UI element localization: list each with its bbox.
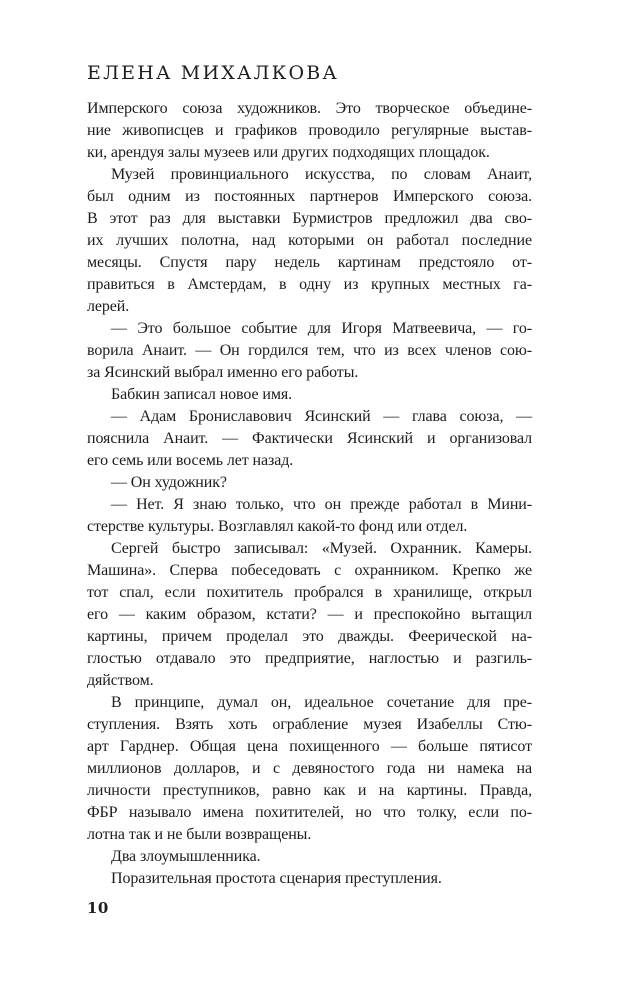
page-number: 10 bbox=[87, 899, 109, 917]
text-line: Два злоумышленника. bbox=[111, 848, 261, 865]
text-line: личности преступников, равно как и на картины. Правда, bbox=[87, 782, 532, 799]
text-line: Машина». Сперва побеседовать с охранником. Крепко же bbox=[87, 562, 532, 579]
text-line: их лучших полотна, над которыми он работал последние bbox=[87, 232, 532, 249]
text-line: — Нет. Я знаю только, что он прежде работал в Мини- bbox=[111, 496, 532, 513]
text-line: его семь или восемь лет назад. bbox=[87, 452, 294, 469]
text-line: миллионов долларов, и с девяностого года ни намека на bbox=[87, 760, 532, 777]
text-line: лерей. bbox=[87, 298, 130, 315]
text-line: — Это большое событие для Игоря Матвеевича, — го- bbox=[111, 320, 532, 337]
text-line: ворила Анаит. — Он гордился тем, что из всех членов сою- bbox=[87, 342, 532, 359]
text-line: лотна так и не были возвращены. bbox=[87, 826, 312, 843]
text-line: Сергей быстро записывал: «Музей. Охранник. Камеры. bbox=[111, 540, 532, 557]
text-line: Имперского союза художников. Это творческое объедине- bbox=[87, 100, 532, 117]
text-line: ФБР называло имена похитителей, но что толку, если по- bbox=[87, 804, 532, 821]
text-line: месяцы. Спустя пару недель картинам предстояло от- bbox=[87, 254, 532, 271]
text-line: тот спал, если похититель пробрался в хранилище, открыл bbox=[87, 584, 532, 601]
text-line: правиться в Амстердам, в одну из крупных местных га- bbox=[87, 276, 532, 293]
body-text bbox=[87, 98, 532, 890]
text-line: стерстве культуры. Возглавлял какой-то фонд или отдел. bbox=[87, 518, 468, 535]
text-line: его — каким образом, кстати? — и преспокойно вытащил bbox=[87, 606, 532, 623]
text-line: ки, арендуя залы музеев или других подходящих площадок. bbox=[87, 144, 490, 161]
text-line: Музей провинциального искусства, по словам Анаит, bbox=[111, 166, 532, 183]
text-line: — Адам Брониславович Ясинский — глава союза, — bbox=[111, 408, 532, 425]
text-line: глостью отдавало это предприятие, наглостью и разгиль- bbox=[87, 650, 532, 667]
text-line: Бабкин записал новое имя. bbox=[111, 386, 293, 403]
text-line: пояснила Анаит. — Фактически Ясинский и организовал bbox=[87, 430, 532, 447]
running-header: ЕЛЕНА МИХАЛКОВА bbox=[87, 62, 340, 84]
text-line: В этот раз для выставки Бурмистров предложил два сво- bbox=[87, 210, 532, 227]
text-line: В принципе, думал он, идеальное сочетание для пре- bbox=[111, 694, 532, 711]
text-line: ние живописцев и графиков проводило регулярные выстав- bbox=[87, 122, 532, 139]
text-line: арт Гарднер. Общая цена похищенного — больше пятисот bbox=[87, 738, 532, 755]
text-line: Поразительная простота сценария преступления. bbox=[111, 870, 442, 887]
text-line: ступления. Взять хоть ограбление музея Изабеллы Стю- bbox=[87, 716, 532, 733]
text-line: дяйством. bbox=[87, 672, 154, 689]
text-line: за Ясинский выбрал именно его работы. bbox=[87, 364, 359, 381]
text-line: был одним из постоянных партнеров Имперского союза. bbox=[87, 188, 532, 205]
text-line: картины, причем проделал это дважды. Феерической на- bbox=[87, 628, 532, 645]
text-line: — Он художник? bbox=[111, 474, 227, 491]
